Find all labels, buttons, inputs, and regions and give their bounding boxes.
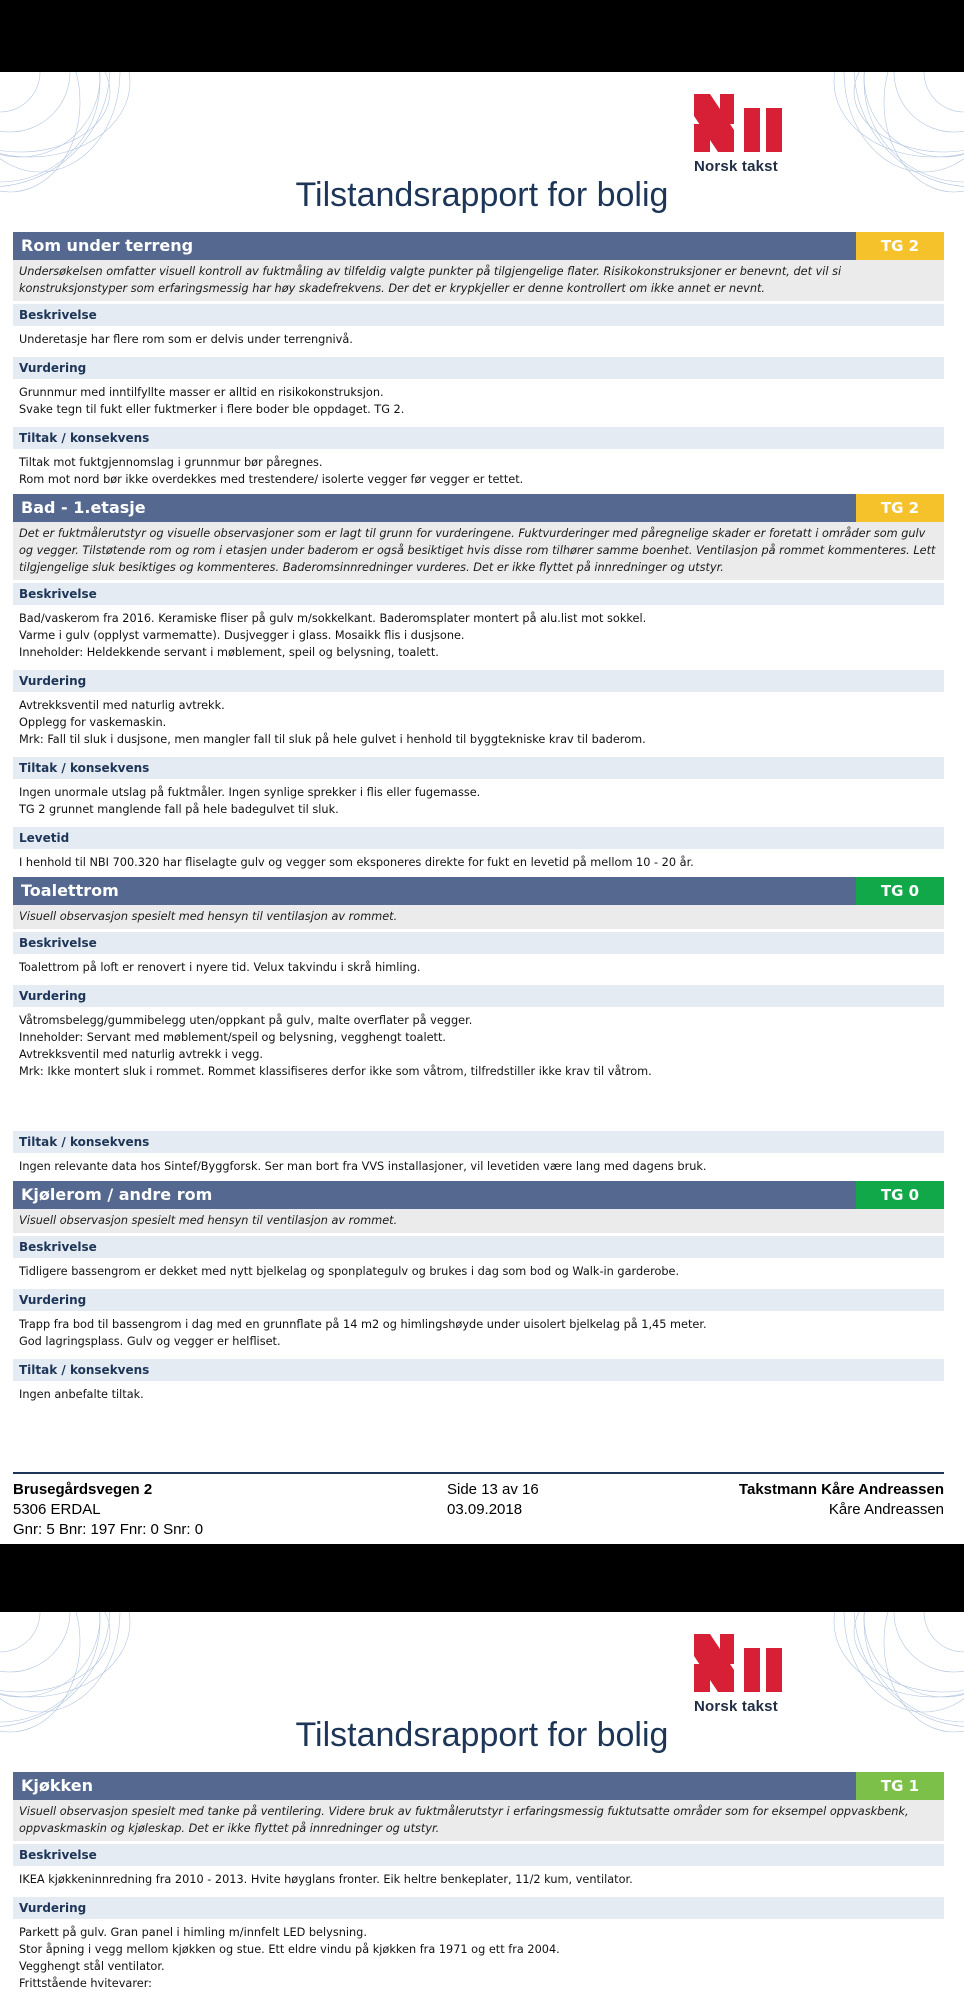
section-header [13,232,944,260]
page-footer [13,1472,944,1538]
label-beskrivelse: Beskrivelse [13,1844,944,1866]
text-vurdering: Avtrekksventil med naturlig avtrekk. Opplegg for vaskemaskin. Mrk: Fall til sluk i dusjsone, men mangler fall til sluk på hele gulvet i henhold til byggtekniske krav til baderom. [19,699,646,746]
footer-inspector-block [739,1480,944,1520]
text-tiltak: Ingen unormale utslag på fuktmåler. Ingen synlige sprekker i flis eller fugemasse. TG 2 grunnet manglende fall på hele badegulvet til sluk. [19,786,481,816]
text-beskrivelse: IKEA kjøkkeninnredning fra 2010 - 2013. Hvite høyglans fronter. Eik heltre benkeplater, 11/2 kum, ventilator. [19,1873,633,1886]
section-title: Bad - 1.etasje [21,498,146,517]
report-page-13 [0,72,964,1544]
norsk-takst-mark-icon [694,1634,788,1692]
text-beskrivelse: Bad/vaskerom fra 2016. Keramiske fliser på gulv m/sokkelkant. Baderomsplater montert på alu.list mot sokkel. Varme i gulv (opplyst varmematte). Dusjvegger i glass. Mosaikk flis i dusjsone. Inneholder: Heldekkende servant i møblement, speil og belysning, toalett. [19,612,647,659]
label-tiltak: Tiltak / konsekvens [13,427,944,449]
label-beskrivelse: Beskrivelse [13,932,944,954]
section-kjokken [13,1772,944,1998]
section-bad-1-etasje [13,494,944,877]
text-vurdering: Våtromsbelegg/gummibelegg uten/oppkant på gulv, malte overflater på vegger. Inneholder: Servant med møblement/speil og belysning, vegghengt toalett. Avtrekksventil med naturlig avtrekk i vegg. Mrk: Ikke montert sluk i rommet. Rommet klassifiseres derfor ikke som våtrom, tilfredstiller ikke krav til våtrom. [19,1014,652,1078]
section-title: Toalettrom [21,881,119,900]
section-toalettrom [13,877,944,1181]
text-beskrivelse: Underetasje har flere rom som er delvis under terrengnivå. [19,333,353,346]
tg-badge: TG 0 [856,1181,944,1209]
label-vurdering: Vurdering [13,985,944,1007]
norsk-takst-logo [694,94,794,175]
label-tiltak: Tiltak / konsekvens [13,1131,944,1153]
page-content [13,232,944,1409]
text-tiltak: Ingen relevante data hos Sintef/Byggforsk. Ser man bort fra VVS installasjoner, vil levetiden være lang med dagens bruk. [19,1160,707,1173]
text-tiltak: Ingen anbefalte tiltak. [19,1388,144,1401]
section-intro: Visuell observasjon spesielt med hensyn til ventilasjon av rommet. [13,1209,944,1233]
label-beskrivelse: Beskrivelse [13,1236,944,1258]
footer-address: Brusegårdsvegen 2 [13,1481,153,1498]
section-title: Kjøkken [21,1776,93,1795]
text-vurdering: Grunnmur med inntilfyllte masser er alltid en risikokonstruksjon. Svake tegn til fukt eller fuktmerker i flere boder ble oppdaget. TG 2. [19,386,405,416]
text-beskrivelse: Toalettrom på loft er renovert i nyere tid. Velux takvindu i skrå himling. [19,961,421,974]
section-rom-under-terreng [13,232,944,494]
label-vurdering: Vurdering [13,357,944,379]
logo-text: Norsk takst [694,158,778,175]
section-intro: Visuell observasjon spesielt med tanke på ventilering. Videre bruk av fuktmålerutstyr i erfaringsmessig fuktutsatte områder som for eksempel oppvaskbenk, oppvaskmaskin og kjøleskap. Det er ikke flyttet på innredninger og utstyr. [13,1800,944,1841]
label-tiltak: Tiltak / konsekvens [13,1359,944,1381]
footer-page-block [447,1480,539,1520]
footer-date: 03.09.2018 [447,1501,523,1518]
section-header [13,1181,944,1209]
label-beskrivelse: Beskrivelse [13,583,944,605]
document-title: Tilstandsrapport for bolig [295,1716,669,1754]
label-beskrivelse: Beskrivelse [13,304,944,326]
footer-postal: 5306 ERDAL [13,1501,101,1518]
text-vurdering: Trapp fra bod til bassengrom i dag med en grunnflate på 14 m2 og himlingshøyde under uisolert bjelkelag på 1,45 meter. God lagringsplass. Gulv og vegger er helfliset. [19,1318,707,1348]
footer-address-block [13,1480,203,1540]
logo-text: Norsk takst [694,1698,778,1715]
norsk-takst-logo [694,1634,794,1715]
tg-badge: TG 2 [856,232,944,260]
text-vurdering: Parkett på gulv. Gran panel i himling m/innfelt LED belysning. Stor åpning i vegg mellom kjøkken og stue. Ett eldre vindu på kjøkken fra 1971 og ett fra 2004. Vegghengt stål ventilator. Frittstående hvitevarer: [19,1926,560,1990]
section-header [13,1772,944,1800]
report-page-14 [0,1612,964,2000]
label-tiltak: Tiltak / konsekvens [13,757,944,779]
section-intro: Det er fuktmålerutstyr og visuelle observasjoner som er lagt til grunn for vurderingene. Fuktvurderinger med påregnelige skader er foretatt i områder som gulv og vegger. Tilstøtende rom og rom i etasjen under baderom er også besiktiget hvis disse rom tilhører samme boenhet. Ventilasjon på rommet kommenteres. Lett tilgjengelige sluk besiktiges og kommenteres. Baderomsinnredninger vurderes. Det er ikke flyttet på innredninger og utstyr. [13,522,944,580]
section-header [13,494,944,522]
page-content [13,1772,944,1998]
text-levetid: I henhold til NBI 700.320 har fliselagte gulv og vegger som eksponeres direkte for fukt en levetid på mellom 10 - 20 år. [19,856,694,869]
section-intro: Visuell observasjon spesielt med hensyn til ventilasjon av rommet. [13,905,944,929]
tg-badge: TG 2 [856,494,944,522]
section-title: Kjølerom / andre rom [21,1185,213,1204]
footer-inspector-name: Kåre Andreassen [828,1501,944,1518]
norsk-takst-mark-icon [694,94,788,152]
footer-property-ids: Gnr: 5 Bnr: 197 Fnr: 0 Snr: 0 [13,1521,204,1538]
section-kjolerom [13,1181,944,1409]
text-beskrivelse: Tidligere bassengrom er dekket med nytt bjelkelag og sponplategulv og brukes i dag som bod og Walk-in garderobe. [19,1265,680,1278]
label-vurdering: Vurdering [13,670,944,692]
section-title: Rom under terreng [21,236,194,255]
document-title: Tilstandsrapport for bolig [295,176,669,214]
tg-badge: TG 0 [856,877,944,905]
footer-page-number: Side 13 av 16 [447,1481,539,1498]
label-vurdering: Vurdering [13,1897,944,1919]
section-header [13,877,944,905]
tg-badge: TG 1 [856,1772,944,1800]
text-tiltak: Tiltak mot fuktgjennomslag i grunnmur bør påregnes. Rom mot nord bør ikke overdekkes med trestendere/ isolerte vegger før vegger er tettet. [19,456,524,486]
label-vurdering: Vurdering [13,1289,944,1311]
label-levetid: Levetid [13,827,944,849]
section-intro: Undersøkelsen omfatter visuell kontroll av fuktmåling av tilfeldig valgte punkter på tilgjengelige flater. Risikokonstruksjoner er benevnt, det vil si konstruksjonstyper som erfaringsmessig har høy skadefrekvens. Der det er krypkjeller er denne kontrollert om ikke annet er nevnt. [13,260,944,301]
footer-inspector-title: Takstmann Kåre Andreassen [738,1481,944,1498]
